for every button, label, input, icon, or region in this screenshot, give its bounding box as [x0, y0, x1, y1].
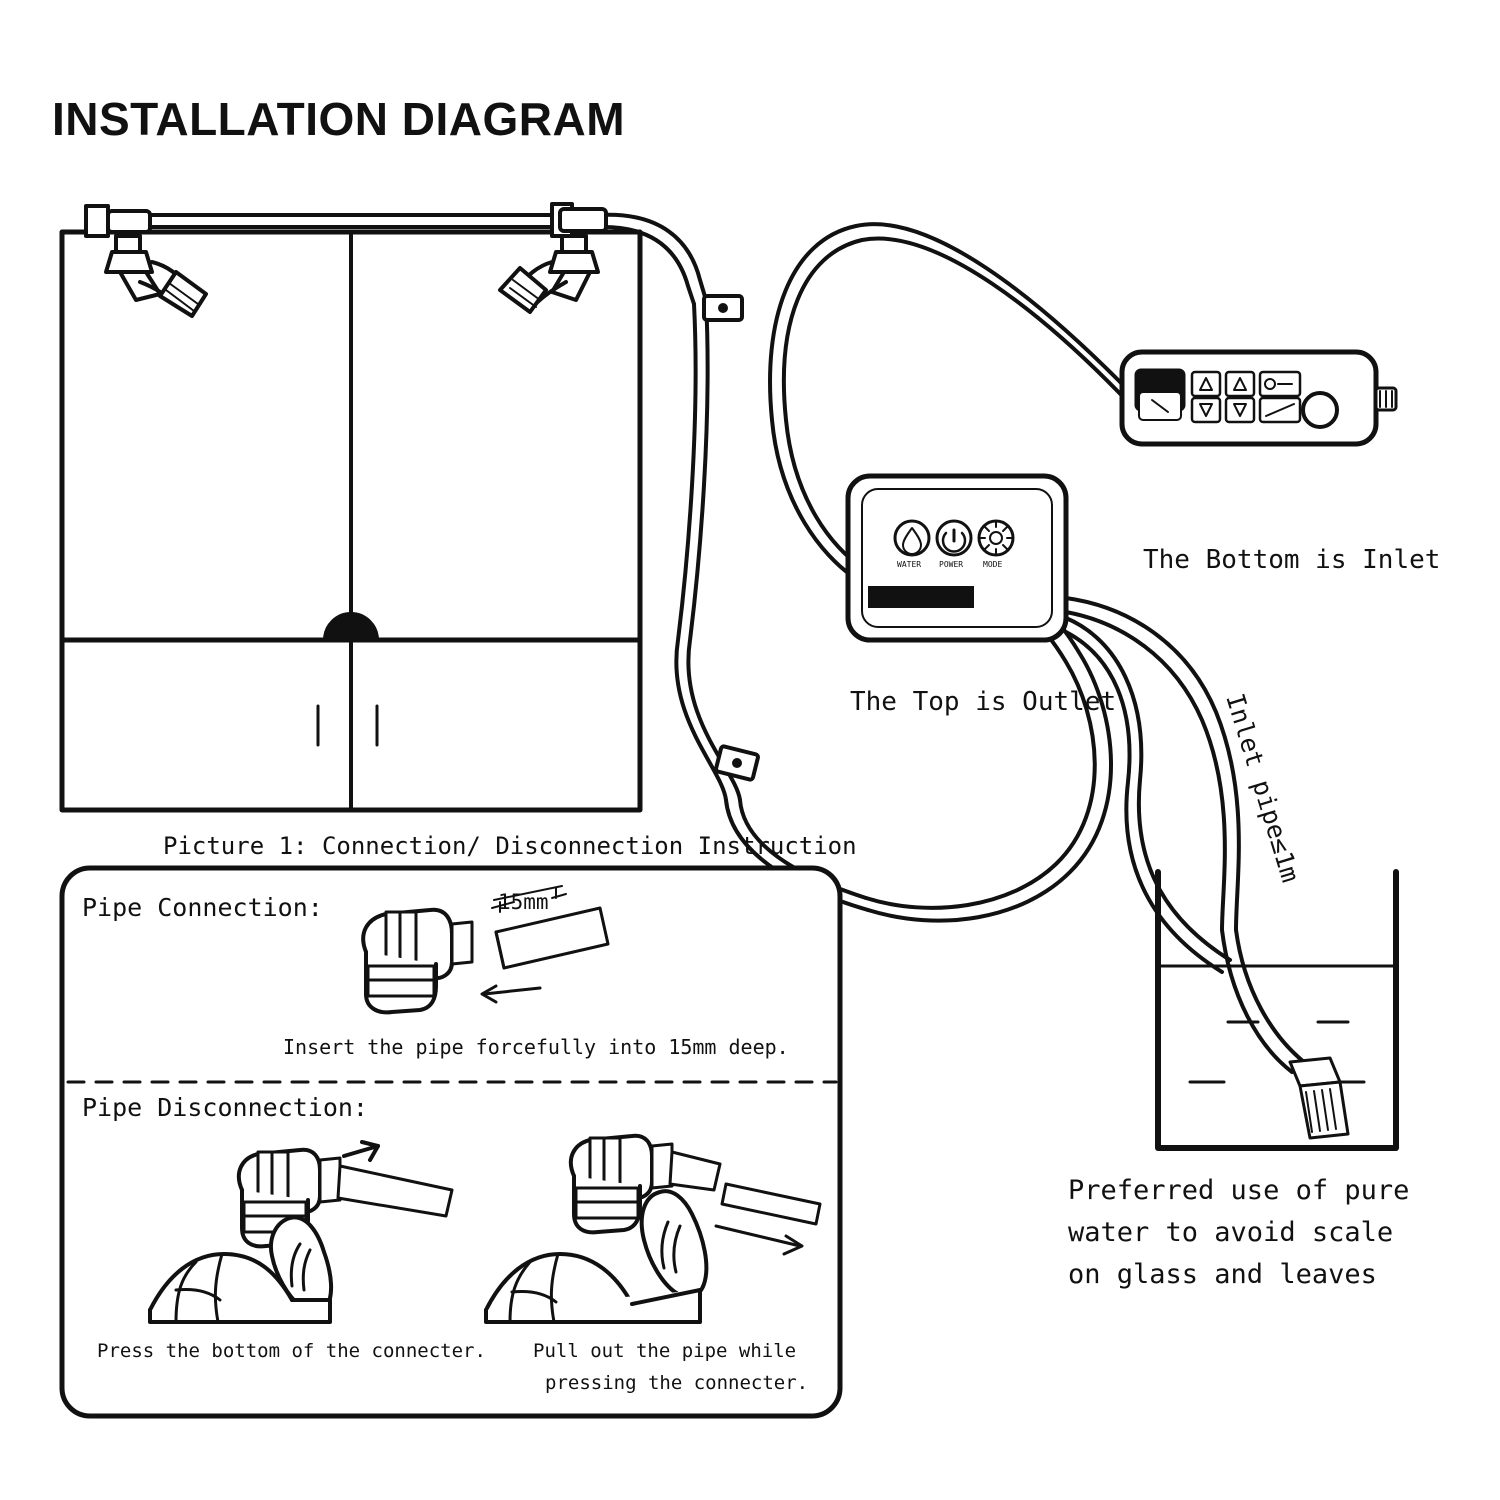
remote-control	[1122, 352, 1396, 444]
inlet-pipe-with-filter	[1222, 930, 1348, 1138]
inlet-pipe-length-label: Inlet pipe≤1m	[1220, 690, 1306, 886]
dimension-15mm-label: 15mm	[498, 890, 549, 914]
controller-box	[848, 476, 1066, 640]
pipe-disconnection-caption-left: Press the bottom of the connecter.	[97, 1340, 486, 1362]
preferred-note-line1: Preferred use of pure	[1068, 1175, 1410, 1206]
top-is-outlet-label: The Top is Outlet	[850, 687, 1117, 717]
page-title: INSTALLATION DIAGRAM	[52, 93, 626, 145]
preferred-note-line2: water to avoid scale	[1068, 1217, 1394, 1248]
water-bucket	[1158, 872, 1396, 1148]
controller-button-label-water: WATER	[897, 560, 922, 569]
pipe-disconnection-heading: Pipe Disconnection:	[82, 1093, 368, 1122]
pipe-clamp-upper	[704, 296, 742, 320]
pipe-disconnection-caption-right-line1: Pull out the pipe while	[533, 1340, 797, 1362]
controller-button-label-mode: MODE	[983, 560, 1003, 569]
pipe-connection-caption: Insert the pipe forcefully into 15mm deep.	[283, 1035, 789, 1059]
window-frame-illustration	[62, 232, 640, 810]
pipe-disconnection-caption-right-line2: pressing the connecter.	[545, 1372, 809, 1394]
bottom-is-inlet-label: The Bottom is Inlet	[1143, 545, 1441, 575]
preferred-note-line3: on glass and leaves	[1068, 1259, 1377, 1290]
pipe-connection-heading: Pipe Connection:	[82, 893, 323, 922]
pipe-clamp-lower	[715, 746, 758, 780]
controller-button-label-power: POWER	[939, 560, 964, 569]
caption-picture1: Picture 1: Connection/ Disconnection Instruction	[163, 832, 857, 860]
